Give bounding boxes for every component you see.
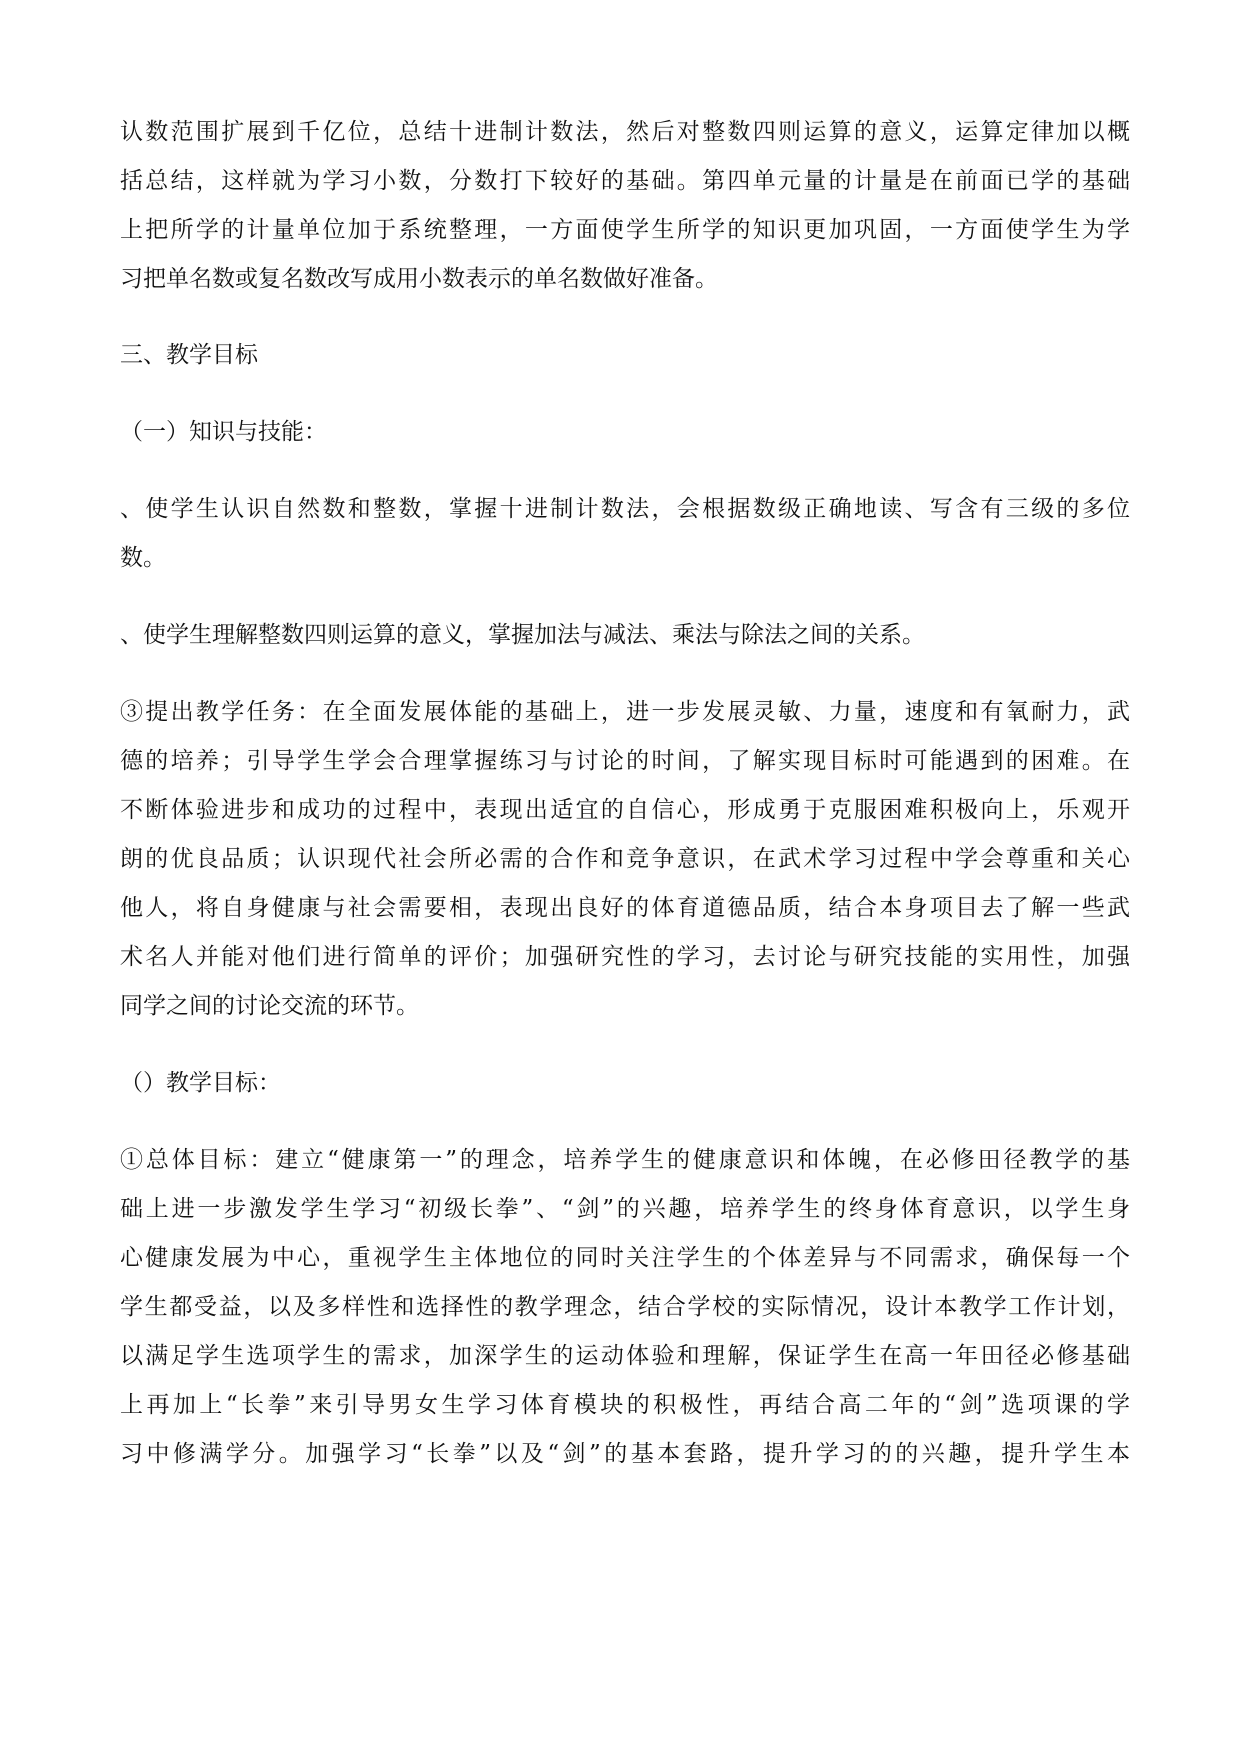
paragraph-line: 心健康发展为中心，重视学生主体地位的同时关注学生的个体差异与不同需求，确保每一个 [120,1245,1130,1271]
paragraph-line: ①总体目标：建立“健康第一”的理念，培养学生的健康意识和体魄，在必修田径教学的基 [120,1147,1130,1173]
paragraph-line: 数。 [120,545,166,571]
paragraph-line: 础上进一步激发学生学习“初级长拳”、“剑”的兴趣，培养学生的终身体育意识，以学生身 [120,1196,1130,1222]
paragraph-line: 、使学生理解整数四则运算的意义，掌握加法与减法、乘法与除法之间的关系。 [120,622,925,648]
paragraph-line: 朗的优良品质；认识现代社会所必需的合作和竞争意识，在武术学习过程中学会尊重和关心 [120,846,1130,872]
paragraph-line: 以满足学生选项学生的需求，加深学生的运动体验和理解，保证学生在高一年田径必修基础 [120,1343,1130,1369]
paragraph-line: 上再加上“长拳”来引导男女生学习体育模块的积极性，再结合高二年的“剑”选项课的学 [120,1392,1130,1418]
paragraph-line: 不断体验进步和成功的过程中，表现出适宜的自信心，形成勇于克服困难积极向上，乐观开 [120,797,1130,823]
paragraph-line: 同学之间的讨论交流的环节。 [120,993,419,1019]
subsection-heading: （一）知识与技能： [120,419,327,445]
paragraph-line: 习把单名数或复名数改写成用小数表示的单名数做好准备。 [120,266,718,292]
paragraph-line: ③提出教学任务：在全面发展体能的基础上，进一步发展灵敏、力量，速度和有氧耐力，武 [120,699,1130,725]
section-heading: 三、教学目标 [120,342,258,368]
subsection-heading: （）教学目标： [120,1070,281,1096]
paragraph-line: 、使学生认识自然数和整数，掌握十进制计数法，会根据数级正确地读、写含有三级的多位 [120,496,1130,522]
paragraph-line: 他人，将自身健康与社会需要相，表现出良好的体育道德品质，结合本身项目去了解一些武 [120,895,1130,921]
paragraph-line: 括总结，这样就为学习小数，分数打下较好的基础。第四单元量的计量是在前面已学的基础 [120,168,1130,194]
paragraph-line: 认数范围扩展到千亿位，总结十进制计数法，然后对整数四则运算的意义，运算定律加以概 [120,119,1130,145]
paragraph-line: 术名人并能对他们进行简单的评价；加强研究性的学习，去讨论与研究技能的实用性，加强 [120,944,1130,970]
paragraph-line: 学生都受益，以及多样性和选择性的教学理念，结合学校的实际情况，设计本教学工作计划， [120,1294,1130,1320]
paragraph-line: 习中修满学分。加强学习“长拳”以及“剑”的基本套路，提升学习的的兴趣，提升学生本 [120,1441,1130,1467]
paragraph-line: 德的培养；引导学生学会合理掌握练习与讨论的时间，了解实现目标时可能遇到的困难。在 [120,748,1130,774]
paragraph-line: 上把所学的计量单位加于系统整理，一方面使学生所学的知识更加巩固，一方面使学生为学 [120,217,1130,243]
